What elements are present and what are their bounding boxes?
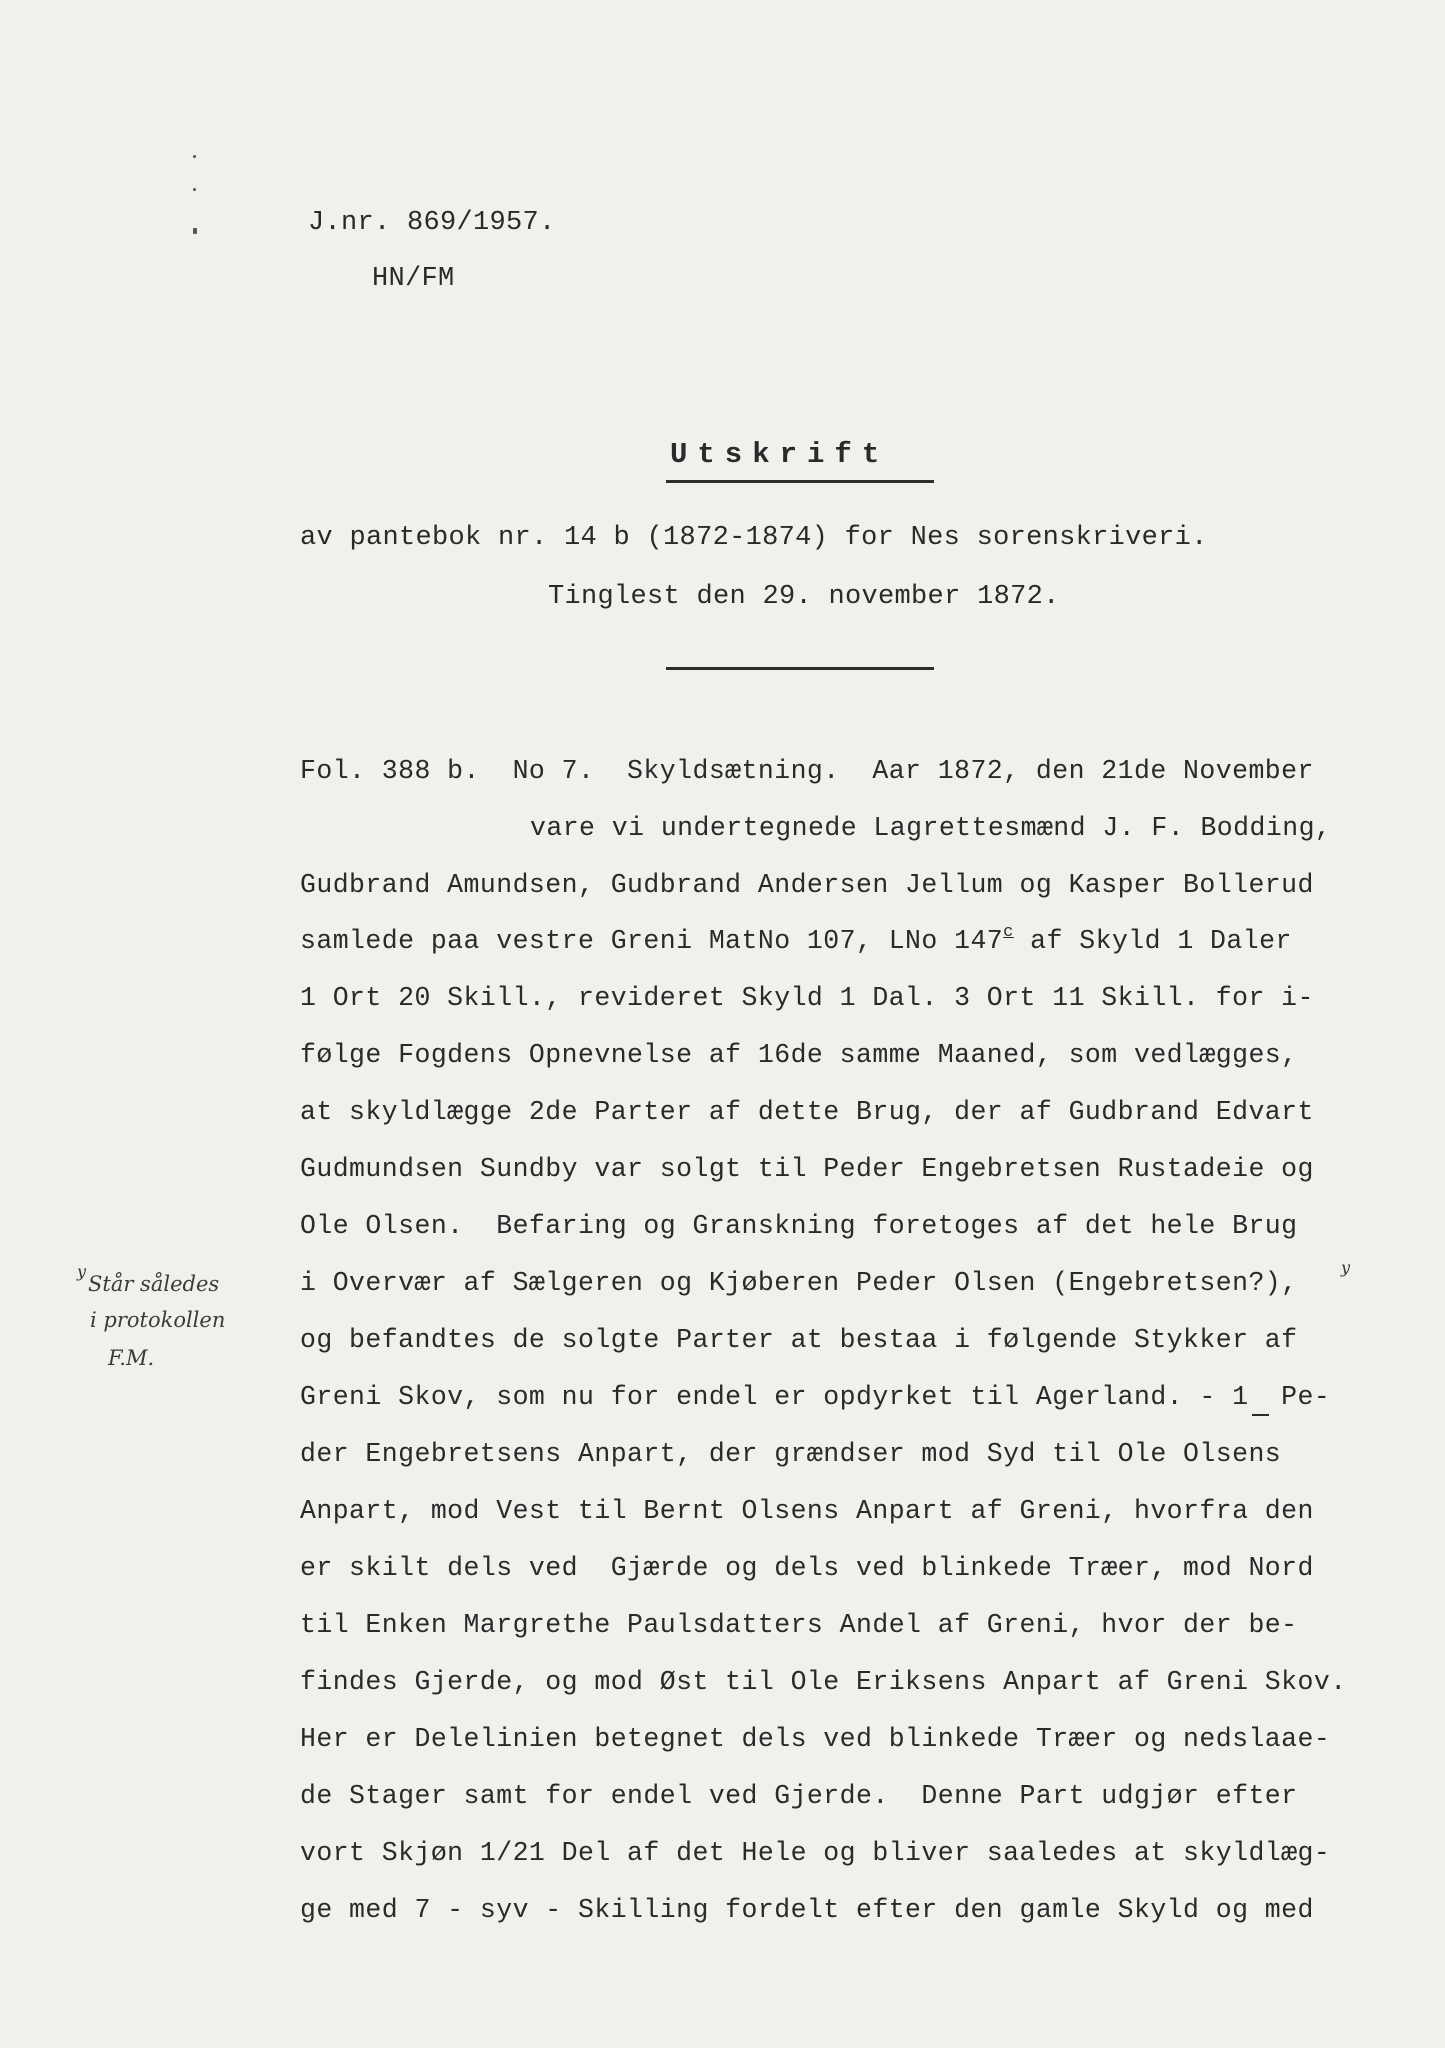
body-line: og befandtes de solgte Parter at bestaa i følgende Stykker af [300, 1325, 1298, 1355]
margin-note-signature: F.M. [108, 1346, 155, 1370]
body-line-suffix: af Skyld 1 Daler [1013, 926, 1292, 956]
body-line: Her er Delelinien betegnet dels ved blinkede Træer og nedslaae- [300, 1724, 1331, 1754]
margin-dot [193, 155, 196, 158]
body-line: vare vi undertegnede Lagrettesmænd J. F. Bodding, [530, 813, 1332, 843]
body-line: følge Fogdens Opnevnelse af 16de samme Maaned, som vedlægges, [300, 1040, 1298, 1070]
body-line: i Overvær af Sælgeren og Kjøberen Peder Olsen (Engebretsen?), [300, 1268, 1298, 1298]
margin-note-line-1: Står således [88, 1272, 220, 1296]
margin-note-marker: y [77, 1262, 87, 1281]
body-line: Fol. 388 b. No 7. Skyldsætning. Aar 1872, den 21de November [300, 756, 1314, 786]
body-line: Anpart, mod Vest til Bernt Olsens Anpart af Greni, hvorfra den [300, 1496, 1314, 1526]
item-number-underline [1252, 1414, 1269, 1416]
title-underline [666, 480, 934, 483]
body-line: er skilt dels ved Gjærde og dels ved blinkede Træer, mod Nord [300, 1553, 1314, 1583]
margin-dot [193, 188, 196, 191]
section-divider [666, 667, 934, 670]
body-line: Gudbrand Amundsen, Gudbrand Andersen Jellum og Kasper Bollerud [300, 870, 1314, 900]
annotation-marker: y [1341, 1258, 1351, 1277]
body-line: ge med 7 - syv - Skilling fordelt efter den gamle Skyld og med [300, 1895, 1314, 1925]
margin-note-line-2: i protokollen [90, 1308, 226, 1332]
body-line: vort Skjøn 1/21 Del af det Hele og bliver saaledes at skyldlæg- [300, 1838, 1331, 1868]
body-line [300, 923, 1292, 956]
body-line: 1 Ort 20 Skill., revideret Skyld 1 Dal. 3 Ort 11 Skill. for i- [300, 983, 1314, 1013]
body-line: Greni Skov, som nu for endel er opdyrket til Agerland. - 1 Pe- [300, 1382, 1331, 1412]
body-line: der Engebretsens Anpart, der grændser mod Syd til Ole Olsens [300, 1439, 1282, 1469]
body-line: til Enken Margrethe Paulsdatters Andel af Greni, hvor der be- [300, 1610, 1298, 1640]
journal-number: J.nr. 869/1957. [308, 208, 556, 238]
subtitle-line-2: Tinglest den 29. november 1872. [548, 582, 1060, 612]
body-line: de Stager samt for endel ved Gjerde. Denne Part udgjør efter [300, 1781, 1298, 1811]
body-line-text: samlede paa vestre Greni MatNo 107, LNo 147 [300, 926, 1004, 956]
superscript-c: c [1003, 923, 1014, 942]
initials: HN/FM [372, 264, 455, 294]
body-line: Ole Olsen. Befaring og Granskning foretoges af det hele Brug [300, 1211, 1298, 1241]
body-line: findes Gjerde, og mod Øst til Ole Eriksens Anpart af Greni Skov. [300, 1667, 1347, 1697]
body-line: at skyldlægge 2de Parter af dette Brug, der af Gudbrand Edvart [300, 1097, 1314, 1127]
subtitle-line-1: av pantebok nr. 14 b (1872-1874) for Nes sorenskriveri. [300, 523, 1208, 553]
body-line: Gudmundsen Sundby var solgt til Peder Engebretsen Rustadeie og [300, 1154, 1314, 1184]
margin-dot [193, 228, 197, 234]
document-title: Utskrift [670, 438, 890, 471]
